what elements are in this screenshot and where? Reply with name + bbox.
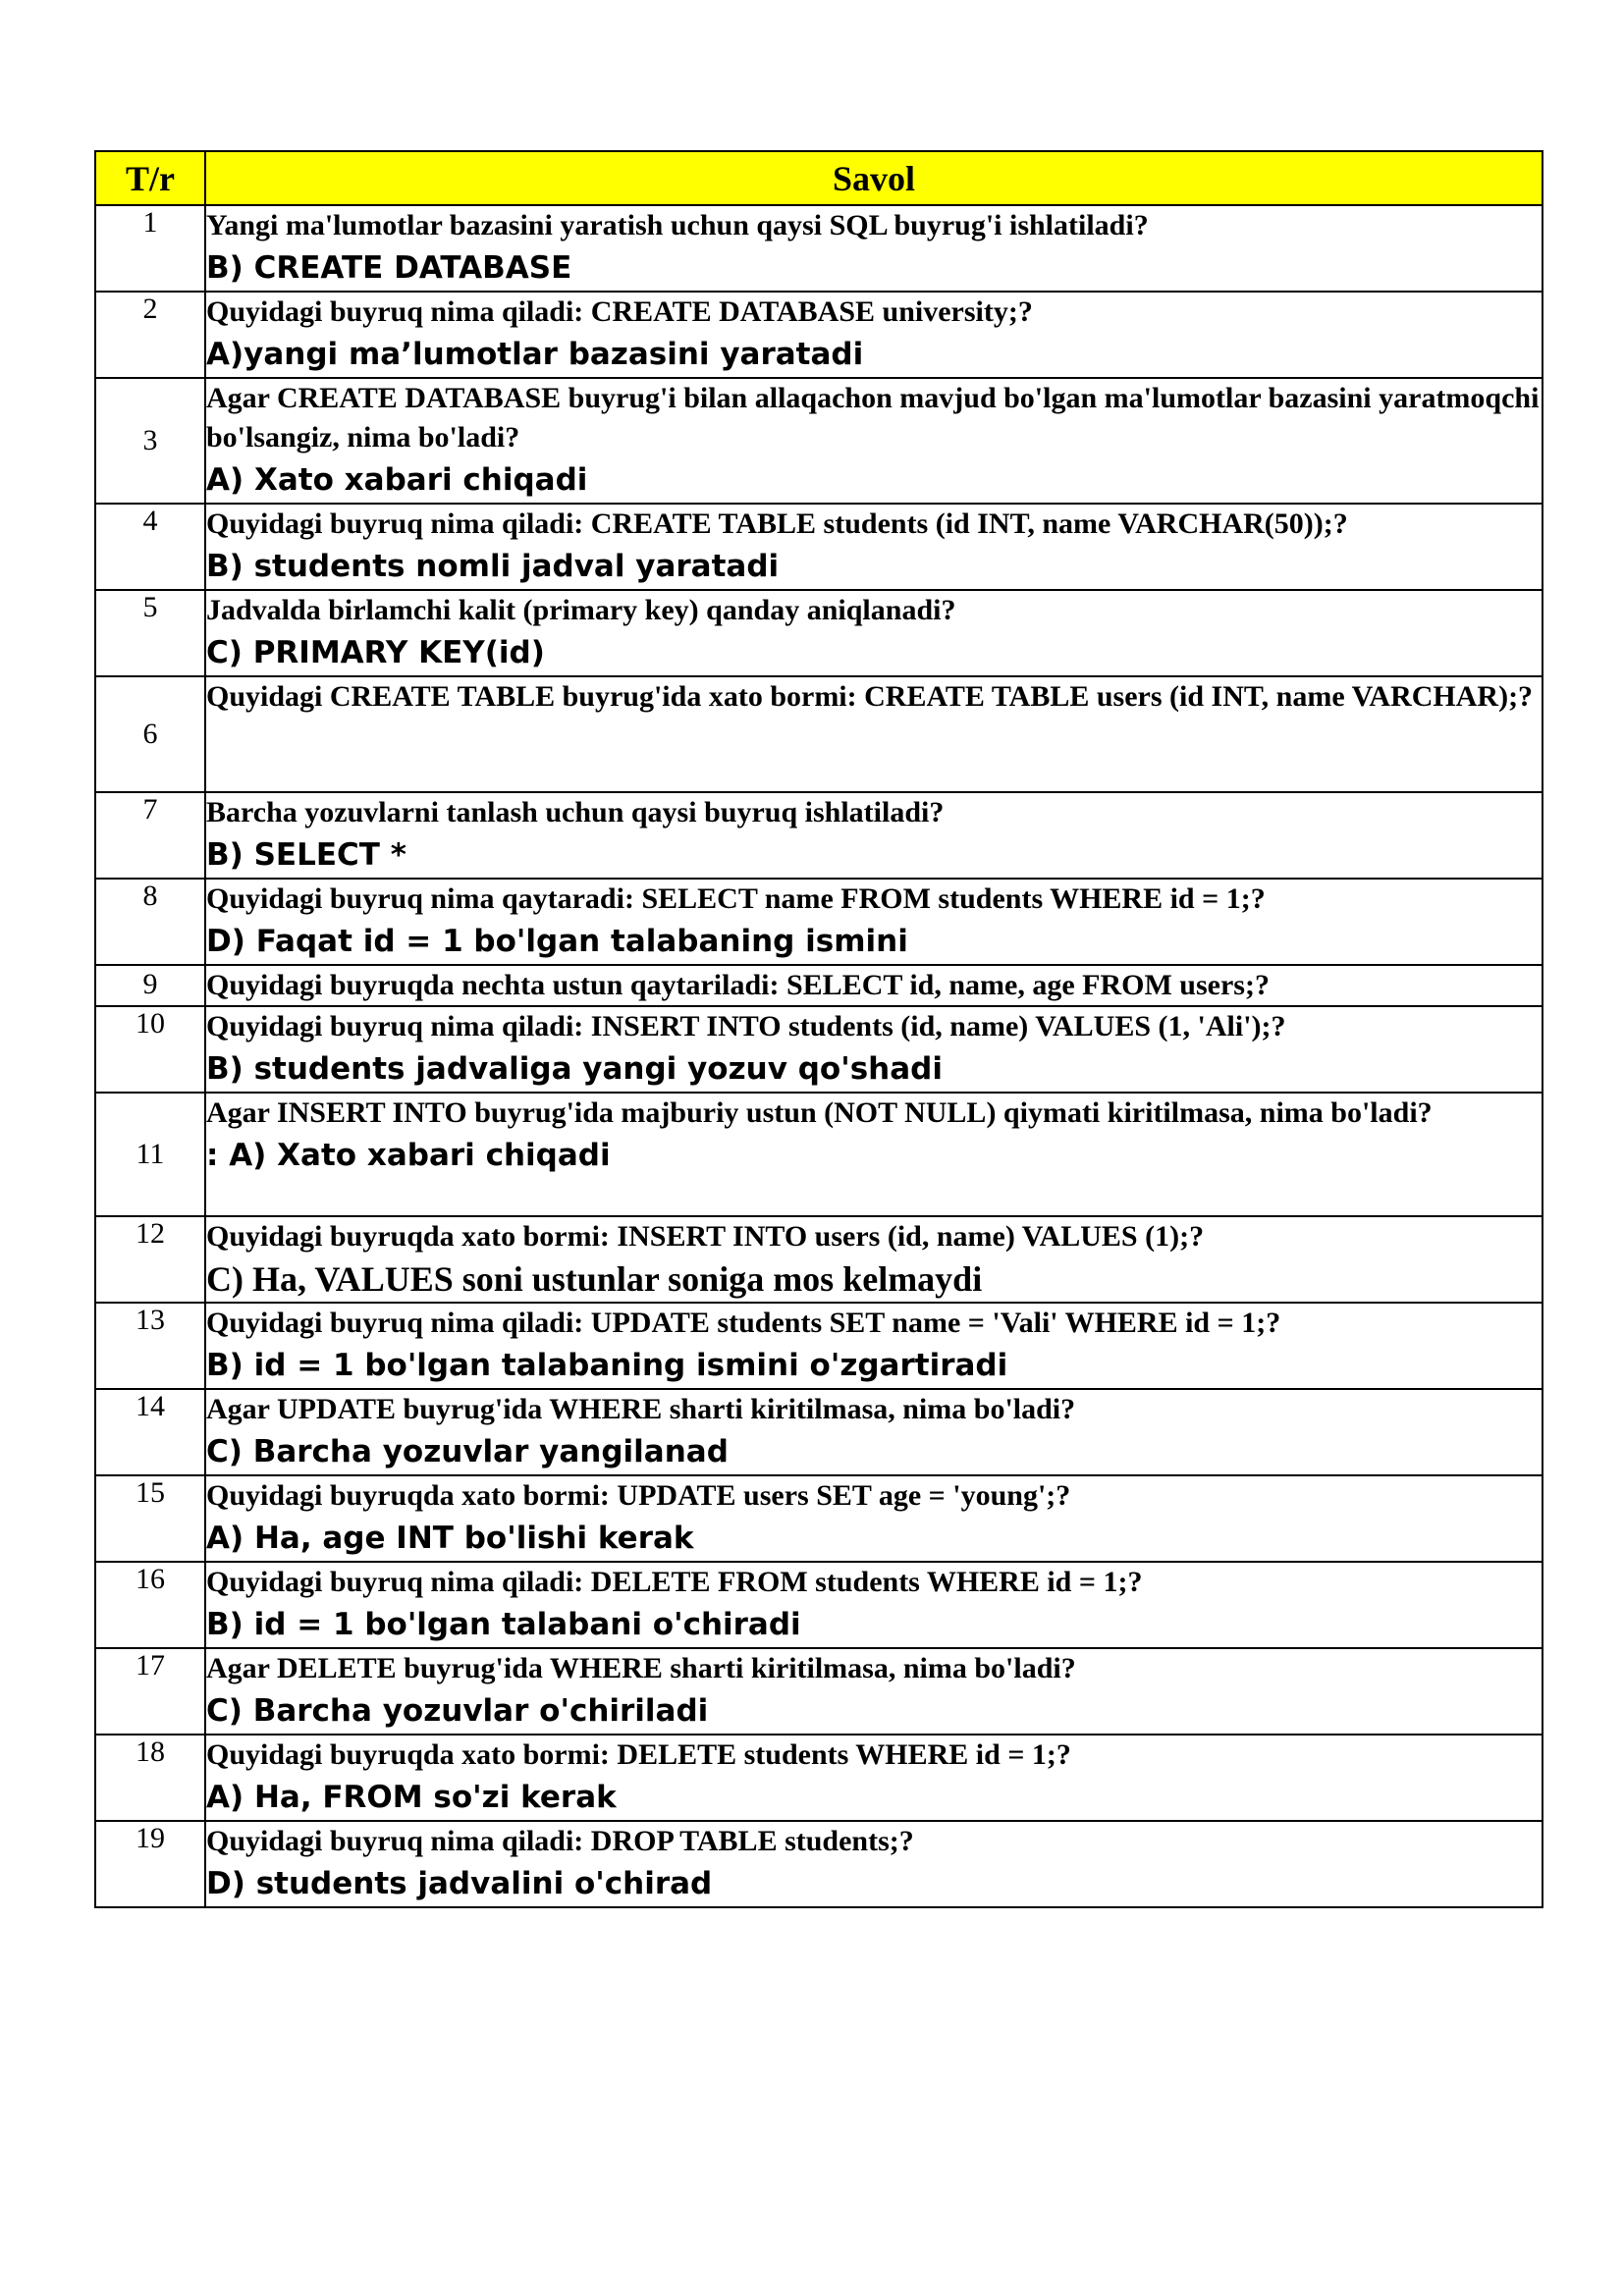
table-row <box>95 378 1543 504</box>
question-cell <box>205 1821 1543 1907</box>
row-number: 19 <box>95 1821 205 1907</box>
answer-text: D) Faqat id = 1 bo'lgan talabaning ismini <box>206 924 908 959</box>
question-text: Quyidagi buyruqda xato bormi: INSERT INTO users (id, name) VALUES (1);? <box>206 1220 1205 1253</box>
row-number: 14 <box>95 1389 205 1475</box>
question-text: Quyidagi buyruq nima qiladi: DELETE FROM students WHERE id = 1;? <box>206 1566 1143 1598</box>
table-row <box>95 879 1543 965</box>
row-number: 10 <box>95 1006 205 1093</box>
table-row <box>95 1303 1543 1389</box>
question-text: Quyidagi buyruqda xato bormi: UPDATE users SET age = 'young';? <box>206 1479 1071 1512</box>
table-row <box>95 1389 1543 1475</box>
question-cell <box>205 1562 1543 1648</box>
row-number: 2 <box>95 292 205 378</box>
row-number: 5 <box>95 590 205 676</box>
question-cell <box>205 965 1543 1006</box>
question-cell <box>205 378 1543 504</box>
answer-text: B) students jadvaliga yangi yozuv qo'shadi <box>206 1051 943 1087</box>
question-cell <box>205 1303 1543 1389</box>
question-cell <box>205 1216 1543 1303</box>
table-row <box>95 792 1543 879</box>
question-cell <box>205 792 1543 879</box>
answer-text: B) id = 1 bo'lgan talabaning ismini o'zgartiradi <box>206 1348 1008 1383</box>
question-text: Agar CREATE DATABASE buyrug'i bilan allaqachon mavjud bo'lgan ma'lumotlar bazasini yaratmoqchi bo'lsangiz, nima bo'ladi? <box>206 382 1540 454</box>
question-text: Agar UPDATE buyrug'ida WHERE sharti kiritilmasa, nima bo'ladi? <box>206 1393 1076 1425</box>
question-cell <box>205 1475 1543 1562</box>
answer-text: C) PRIMARY KEY(id) <box>206 635 545 670</box>
row-number: 7 <box>95 792 205 879</box>
row-number: 16 <box>95 1562 205 1648</box>
answer-text: B) id = 1 bo'lgan talabani o'chiradi <box>206 1607 801 1642</box>
table-row <box>95 292 1543 378</box>
answer-text: B) SELECT * <box>206 837 406 873</box>
question-text: Quyidagi buyruq nima qiladi: DROP TABLE students;? <box>206 1825 914 1857</box>
row-number: 3 <box>95 378 205 504</box>
table-row <box>95 1821 1543 1907</box>
question-text: Agar INSERT INTO buyrug'ida majburiy ustun (NOT NULL) qiymati kiritilmasa, nima bo'ladi? <box>206 1096 1433 1129</box>
question-cell <box>205 1648 1543 1735</box>
table-row <box>95 1216 1543 1303</box>
answer-text: D) students jadvalini o'chirad <box>206 1866 713 1901</box>
question-text: Quyidagi buyruq nima qiladi: INSERT INTO students (id, name) VALUES (1, 'Ali');? <box>206 1010 1286 1042</box>
question-cell <box>205 1389 1543 1475</box>
table-row <box>95 590 1543 676</box>
row-number: 8 <box>95 879 205 965</box>
answer-text: B) students nomli jadval yaratadi <box>206 549 780 584</box>
row-number: 6 <box>95 676 205 792</box>
table-row <box>95 1475 1543 1562</box>
question-text: Barcha yozuvlarni tanlash uchun qaysi buyruq ishlatiladi? <box>206 796 945 828</box>
answer-text: C) Barcha yozuvlar o'chiriladi <box>206 1693 709 1729</box>
question-cell <box>205 504 1543 590</box>
question-cell <box>205 1006 1543 1093</box>
answer-text: : A) Xato xabari chiqadi <box>206 1138 611 1173</box>
answer-text: A) Ha, age INT bo'lishi kerak <box>206 1521 694 1556</box>
question-text: Jadvalda birlamchi kalit (primary key) qanday aniqlanadi? <box>206 594 956 626</box>
question-text: Quyidagi buyruq nima qiladi: UPDATE students SET name = 'Vali' WHERE id = 1;? <box>206 1307 1281 1339</box>
answer-text: B) CREATE DATABASE <box>206 250 572 286</box>
table-row <box>95 676 1543 792</box>
header-question: Savol <box>205 151 1543 205</box>
question-text: Agar DELETE buyrug'ida WHERE sharti kiritilmasa, nima bo'ladi? <box>206 1652 1076 1684</box>
table-row <box>95 1093 1543 1216</box>
answer-text: C) Ha, VALUES soni ustunlar soniga mos kelmaydi <box>206 1259 983 1299</box>
row-number: 18 <box>95 1735 205 1821</box>
row-number: 13 <box>95 1303 205 1389</box>
question-cell <box>205 1735 1543 1821</box>
header-number: T/r <box>95 151 205 205</box>
row-number: 15 <box>95 1475 205 1562</box>
table-row <box>95 965 1543 1006</box>
question-cell <box>205 879 1543 965</box>
question-text: Quyidagi CREATE TABLE buyrug'ida xato bormi: CREATE TABLE users (id INT, name VARCHAR);? <box>206 680 1534 713</box>
row-number: 11 <box>95 1093 205 1216</box>
table-row <box>95 1648 1543 1735</box>
question-cell <box>205 590 1543 676</box>
answer-text: A)yangi ma’lumotlar bazasini yaratadi <box>206 337 864 372</box>
question-text: Quyidagi buyruq nima qiladi: CREATE TABLE students (id INT, name VARCHAR(50));? <box>206 507 1348 540</box>
question-text: Quyidagi buyruq nima qaytaradi: SELECT name FROM students WHERE id = 1;? <box>206 882 1266 915</box>
header-row <box>95 151 1543 205</box>
answer-text: C) Barcha yozuvlar yangilanad <box>206 1434 729 1469</box>
question-cell <box>205 205 1543 292</box>
answer-text: A) Xato xabari chiqadi <box>206 462 588 498</box>
questions-table <box>94 150 1543 1908</box>
question-text: Quyidagi buyruq nima qiladi: CREATE DATABASE university;? <box>206 295 1033 328</box>
answer-text: A) Ha, FROM so'zi kerak <box>206 1780 617 1815</box>
table-row <box>95 205 1543 292</box>
question-cell <box>205 1093 1543 1216</box>
row-number: 1 <box>95 205 205 292</box>
question-cell <box>205 292 1543 378</box>
row-number: 12 <box>95 1216 205 1303</box>
question-text: Quyidagi buyruqda nechta ustun qaytariladi: SELECT id, name, age FROM users;? <box>206 969 1270 1001</box>
table-row <box>95 1006 1543 1093</box>
row-number: 9 <box>95 965 205 1006</box>
table-row <box>95 1735 1543 1821</box>
question-text: Yangi ma'lumotlar bazasini yaratish uchun qaysi SQL buyrug'i ishlatiladi? <box>206 209 1149 241</box>
row-number: 17 <box>95 1648 205 1735</box>
question-text: Quyidagi buyruqda xato bormi: DELETE students WHERE id = 1;? <box>206 1738 1071 1771</box>
question-cell <box>205 676 1543 792</box>
table-row <box>95 1562 1543 1648</box>
row-number: 4 <box>95 504 205 590</box>
table-row <box>95 504 1543 590</box>
